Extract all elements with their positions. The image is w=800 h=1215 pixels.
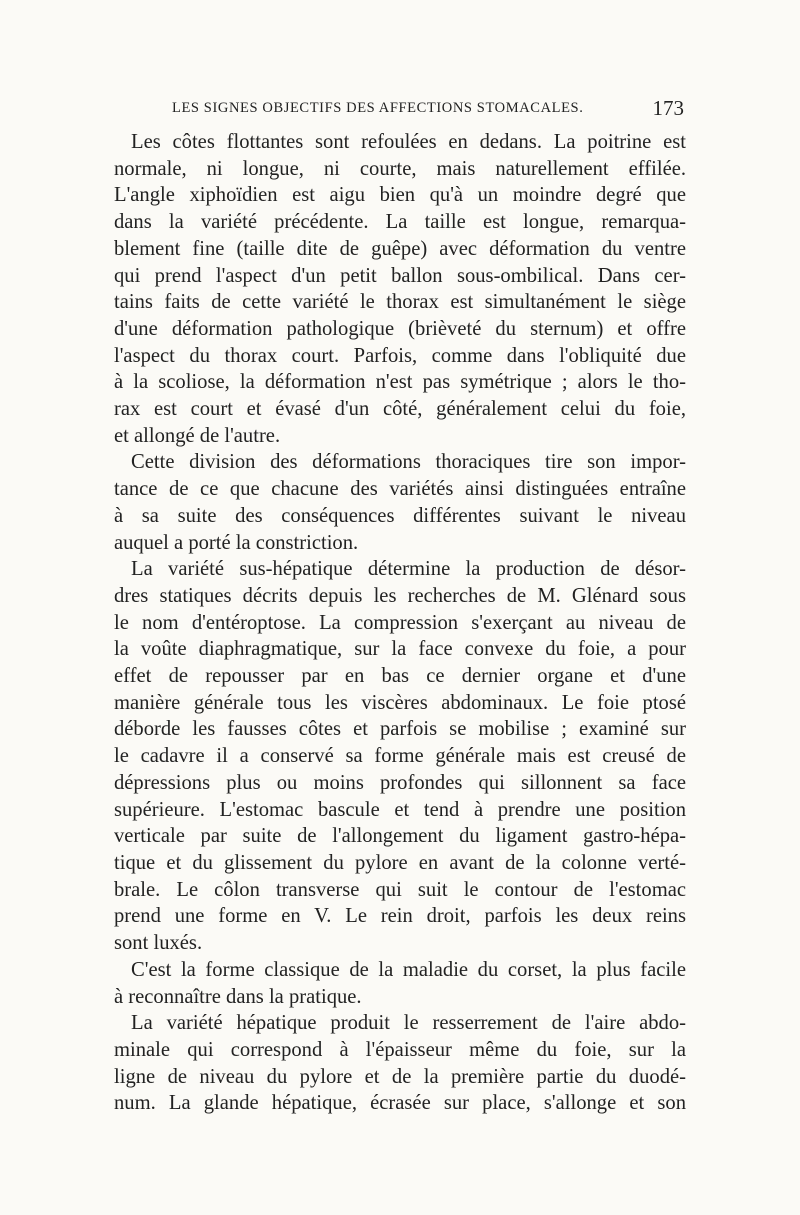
text-line: la voûte diaphragmatique, sur la face convexe du foie, a pour — [114, 638, 686, 661]
text-line: normale, ni longue, ni courte, mais naturellement effilée. — [114, 157, 686, 180]
text-line: L'angle xiphoïdien est aigu bien qu'à un moindre degré que — [114, 184, 686, 207]
text-line: supérieure. L'estomac bascule et tend à prendre une position — [114, 798, 686, 821]
paragraph — [114, 129, 686, 449]
text-line: La variété sus-hépatique détermine la production de désor- — [131, 558, 686, 581]
body-text — [114, 129, 686, 1117]
text-line: ligne de niveau du pylore et de la première partie du duodé- — [114, 1065, 686, 1088]
text-line: dépressions plus ou moins profondes qui sillonnent sa face — [114, 771, 686, 794]
paragraph — [114, 957, 686, 1010]
text-line: Les côtes flottantes sont refoulées en dedans. La poitrine est — [131, 131, 686, 153]
paragraph — [114, 449, 686, 556]
page-number: 173 — [652, 96, 684, 120]
paragraph — [114, 556, 686, 957]
paragraph — [114, 1010, 686, 1117]
text-line: rax est court et évasé d'un côté, généralement celui du foie, — [114, 398, 686, 421]
text-line: num. La glande hépatique, écrasée sur place, s'allonge et son — [114, 1092, 686, 1115]
text-line: tique et du glissement du pylore en avant de la colonne verté- — [114, 851, 686, 874]
text-line: tance de ce que chacune des variétés ainsi distinguées entraîne — [114, 478, 686, 501]
text-line: minale qui correspond à l'épaisseur même du foie, sur la — [114, 1038, 686, 1061]
text-line: l'aspect du thorax court. Parfois, comme dans l'obliquité due — [114, 344, 686, 367]
text-line: à la scoliose, la déformation n'est pas symétrique ; alors le tho- — [114, 371, 686, 394]
text-line: dans la variété précédente. La taille est longue, remarqua- — [114, 211, 686, 234]
text-line: à sa suite des conséquences différentes suivant le niveau — [114, 504, 686, 527]
text-line: brale. Le côlon transverse qui suit le contour de l'estomac — [114, 878, 686, 901]
text-line: effet de repousser par en bas ce dernier organe et d'une — [114, 665, 686, 688]
text-line: auquel a porté la constriction. — [114, 531, 359, 554]
text-line: le nom d'entéroptose. La compression s'exerçant au niveau de — [114, 611, 686, 634]
text-line: prend une forme en V. Le rein droit, parfois les deux reins — [114, 905, 686, 928]
text-line: déborde les fausses côtes et parfois se mobilise ; examiné sur — [114, 718, 686, 741]
page-header — [172, 96, 684, 122]
text-line: à reconnaître dans la pratique. — [114, 985, 362, 1008]
text-line: manière générale tous les viscères abdominaux. Le foie ptosé — [114, 691, 686, 714]
text-line: qui prend l'aspect d'un petit ballon sous-ombilical. Dans cer- — [114, 264, 686, 287]
running-head: LES SIGNES OBJECTIFS DES AFFECTIONS STOMACALES. — [172, 100, 584, 116]
text-line: verticale par suite de l'allongement du ligament gastro-hépa- — [114, 825, 686, 848]
text-line: dres statiques décrits depuis les recherches de M. Glénard sous — [114, 584, 686, 607]
text-line: blement fine (taille dite de guêpe) avec déformation du ventre — [114, 237, 686, 260]
text-line: le cadavre il a conservé sa forme générale mais est creusé de — [114, 745, 686, 768]
text-line: Cette division des déformations thoraciques tire son impor- — [131, 451, 686, 474]
text-line: sont luxés. — [114, 932, 203, 955]
text-line: C'est la forme classique de la maladie du corset, la plus facile — [131, 958, 686, 981]
text-line: et allongé de l'autre. — [114, 424, 281, 447]
text-line: tains faits de cette variété le thorax est simultanément le siège — [114, 291, 686, 314]
text-line: La variété hépatique produit le resserrement de l'aire abdo- — [131, 1012, 686, 1035]
text-line: d'une déformation pathologique (brièveté du sternum) et offre — [114, 317, 686, 340]
